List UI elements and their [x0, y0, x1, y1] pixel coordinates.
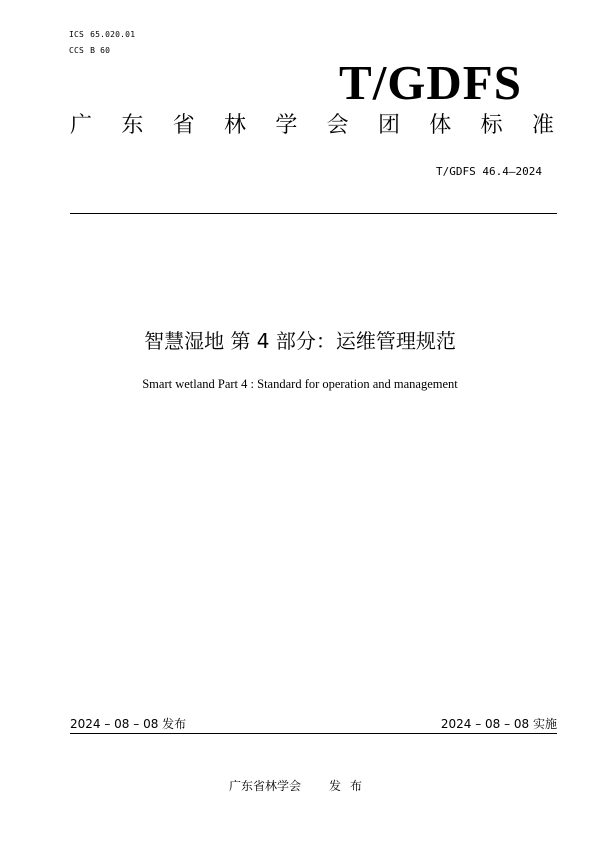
org-heading-char: 体: [429, 113, 452, 138]
header-divider: [70, 213, 557, 214]
org-heading-char: 学: [275, 113, 298, 138]
ccs-code: B 60: [90, 46, 111, 55]
ics-label: ICS: [69, 30, 85, 39]
standard-logo: T/GDFS: [339, 55, 522, 110]
document-title-chinese: 智慧湿地 第 4 部分：运维管理规范: [144, 329, 456, 353]
org-heading-char: 会: [326, 113, 349, 138]
issue-date: 2024 – 08 – 08 发布: [70, 717, 187, 731]
org-heading-char: 省: [172, 113, 195, 138]
implementation-date: 2024 – 08 – 08 实施: [440, 717, 557, 731]
ccs-classification: [69, 46, 110, 55]
ccs-label: CCS: [69, 46, 85, 55]
org-heading-char: 东: [121, 113, 144, 138]
publisher-line: [0, 777, 600, 794]
org-heading-char: 标: [480, 113, 503, 138]
ics-classification: [69, 30, 135, 39]
publisher-name: 广东省林学会: [228, 779, 301, 793]
footer-divider: [70, 733, 557, 734]
organization-standard-heading: [70, 115, 554, 137]
ics-code: 65.020.01: [90, 30, 136, 39]
document-title-english: Smart wetland Part 4 : Standard for operation and management: [142, 377, 458, 391]
standard-number: T/GDFS 46.4—2024: [436, 165, 542, 178]
org-heading-char: 广: [70, 113, 93, 138]
publish-action: 发布: [329, 779, 372, 793]
org-heading-char: 林: [223, 113, 246, 138]
org-heading-char: 准: [531, 113, 554, 138]
org-heading-char: 团: [377, 113, 400, 138]
